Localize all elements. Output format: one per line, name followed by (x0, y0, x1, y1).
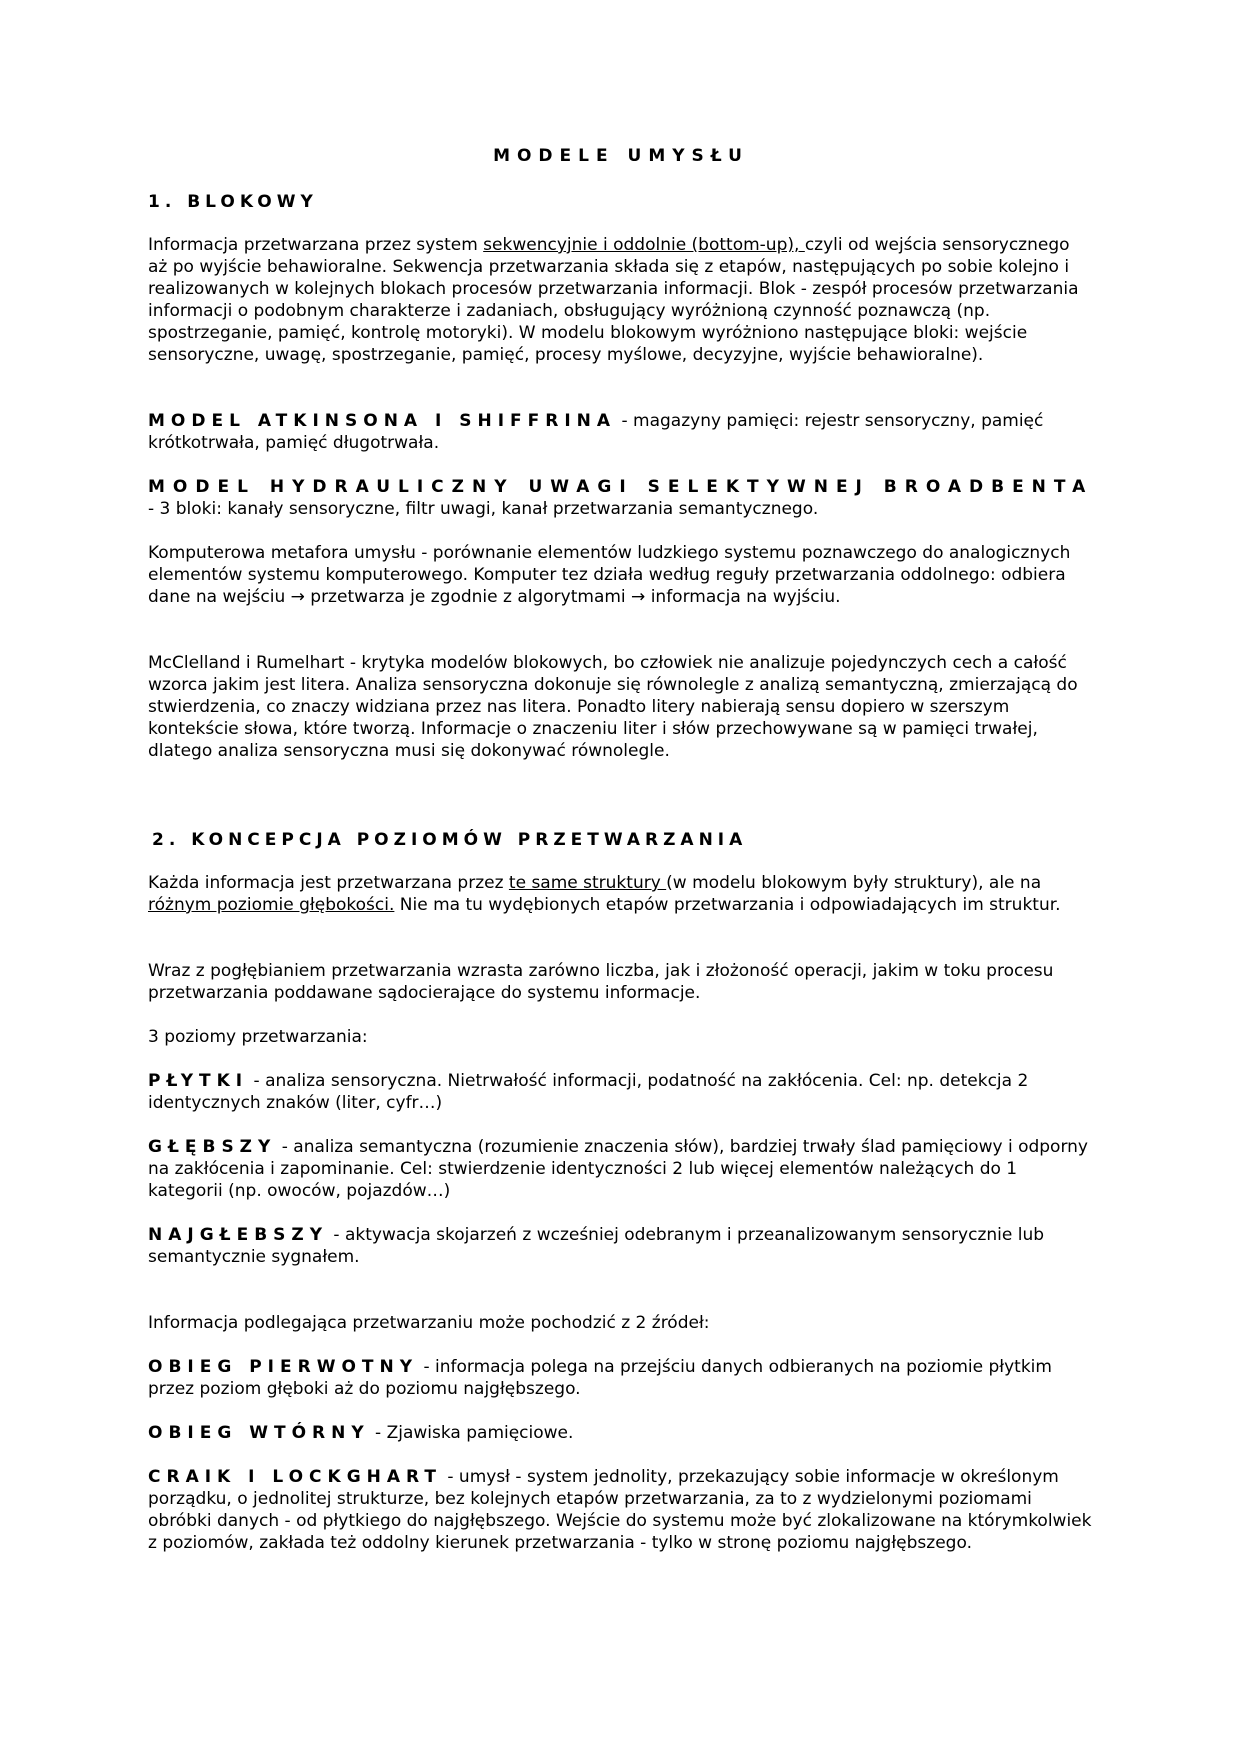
levels-intro: 3 poziomy przetwarzania: (148, 1027, 368, 1047)
underlined-text: sekwencyjnie i oddolnie (bottom-up), (483, 235, 805, 255)
broadbent-paragraph (148, 476, 1094, 520)
text-span: - analiza semantyczna (rozumienie znaczenia słów), bardziej trwały ślad pamięciowy i odporny na zakłócenia i zapominanie. Cel: stwierdzenie identyczności 2 lub więcej elementów należących do 1 kategorii (np. owoców, pojazdów…) (148, 1137, 1088, 1201)
craik-label: CRAIK I LOCKGHART (148, 1467, 442, 1487)
text-span: - 3 bloki: kanały sensoryczne, filtr uwagi, kanał przetwarzania semantycznego. (148, 499, 819, 519)
text-span: Informacja przetwarzana przez system (148, 235, 484, 255)
sources-paragraph: Informacja podlegająca przetwarzaniu może pochodzić z 2 źródeł: (148, 1313, 710, 1333)
text-span: - aktywacja skojarzeń z wcześniej odebranym i przeanalizowanym sensorycznie lub semantycznie sygnałem. (148, 1225, 1045, 1267)
atkinson-paragraph (148, 410, 1094, 454)
metaphor-paragraph: Komputerowa metafora umysłu - porównanie elementów ludzkiego systemu poznawczego do analogicznych elementów systemu komputerowego. Komputer tez działa według reguły przetwarzania oddolnego: odbiera dane na wejściu → przetwarza je zgodnie z algorytmami → informacja na wyjściu. (148, 543, 1071, 607)
obieg-pierwotny-label: OBIEG PIERWOTNY (148, 1357, 419, 1377)
broadbent-label: MODEL HYDRAULICZNY UWAGI SELEKTYWNEJ BROADBENTA (148, 477, 1094, 497)
najglebszy-label: NAJGŁEBSZY (148, 1225, 329, 1245)
section2-paragraph (148, 872, 1094, 916)
text-span: - Zjawiska pamięciowe. (369, 1423, 574, 1443)
section1-paragraph (148, 234, 1094, 366)
text-span: Każda informacja jest przetwarzana przez (148, 873, 509, 893)
text-span: Nie ma tu wydębionych etapów przetwarzania i odpowiadających im struktur. (394, 895, 1061, 915)
underlined-text: te same struktury (508, 873, 667, 893)
plytki-label: PŁYTKI (148, 1071, 249, 1091)
text-span: - umysł - system jednolity, przekazujący sobie informacje w określonym porządku, o jednolitej strukturze, bez kolejnych etapów przetwarzania, za to z wydzielonymi poziomami obróbki danych - od płytkiego do najgłębszego. Wejście do systemu może być zlokalizowane na którymkolwiek z poziomów, zakłada też oddolny kierunek przetwarzania - tylko w stronę poziomu najgłębszego. (148, 1467, 1092, 1553)
obieg-pierwotny-paragraph (148, 1356, 1094, 1400)
glebszy-label: GŁĘBSZY (148, 1137, 277, 1157)
mcclelland-paragraph: McClelland i Rumelhart - krytyka modelów blokowych, bo człowiek nie analizuje pojedynczych cech a całość wzorca jakim jest litera. Analiza sensoryczna dokonuje się równolegle z analizą semantyczną, zmierzającą do stwierdzenia, co znaczy widziana przez nas litera. Ponadto litery nabierają sensu dopiero w szerszym kontekście słowa, które tworzą. Informacje o znaczeniu liter i słów przechowywane są w pamięci trwałej, dlatego analiza sensoryczna musi się dokonywać równolegle. (148, 653, 1078, 761)
text-span: (w modelu blokowym były struktury), ale na (666, 873, 1042, 893)
najglebszy-paragraph (148, 1224, 1094, 1268)
plytki-paragraph (148, 1070, 1094, 1114)
obieg-wtorny-paragraph (148, 1422, 1094, 1444)
deepening-paragraph: Wraz z pogłębianiem przetwarzania wzrasta zarówno liczba, jak i złożoność operacji, jakim w toku procesu przetwarzania poddawane sądocierające do systemu informacje. (148, 961, 1054, 1003)
underlined-text: różnym poziomie głębokości. (148, 895, 395, 915)
text-span: - analiza sensoryczna. Nietrwałość informacji, podatność na zakłócenia. Cel: np. detekcja 2 identycznych znaków (liter, cyfr…) (148, 1071, 1029, 1113)
text-span: - informacja polega na przejściu danych odbieranych na poziomie płytkim przez poziom głęboki aż do poziomu najgłębszego. (148, 1357, 1052, 1399)
section1-heading: 1. BLOKOWY (148, 192, 318, 212)
section2-heading: 2. KONCEPCJA POZIOMÓW PRZETWARZANIA (152, 830, 748, 850)
glebszy-paragraph (148, 1136, 1094, 1202)
text-span: czyli od wejścia sensorycznego aż po wyjście behawioralne. Sekwencja przetwarzania składa się z etapów, następujących po sobie kolejno i realizowanych w kolejnych blokach procesów przetwarzania informacji. Blok - zespół procesów przetwarzania informacji o podobnym charakterze i zadaniach, obsługujący wyróżnioną czynność poznawczą (np. spostrzeganie, pamięć, kontrolę motoryki). W modelu blokowym wyróżniono następujące bloki: wejście sensoryczne, uwagę, spostrzeganie, pamięć, procesy myślowe, decyzyjne, wyjście behawioralne). (148, 235, 1079, 365)
text-span: - magazyny pamięci: rejestr sensoryczny, pamięć krótkotrwała, pamięć długotrwała. (148, 411, 1044, 453)
page-title: MODELE UMYSŁU (493, 146, 749, 166)
obieg-wtorny-label: OBIEG WTÓRNY (148, 1423, 370, 1443)
atkinson-label: MODEL ATKINSONA I SHIFFRINA (148, 411, 617, 431)
craik-paragraph (148, 1466, 1094, 1554)
